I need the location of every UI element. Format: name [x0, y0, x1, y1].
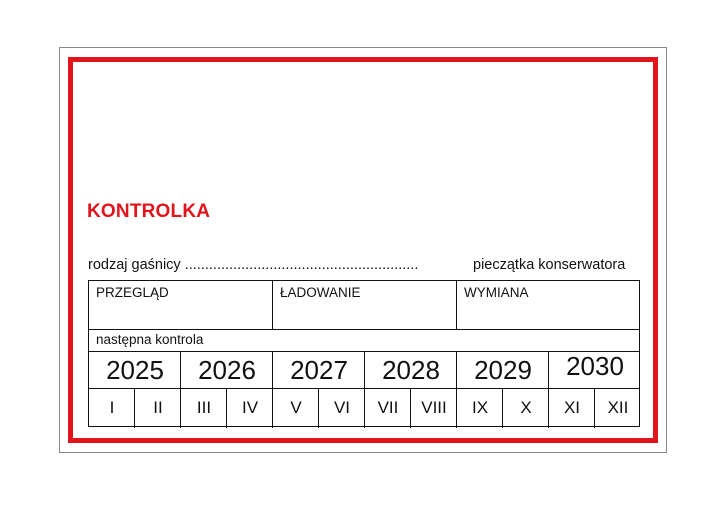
inspection-table — [88, 280, 640, 427]
column-przeglad: PRZEGLĄD — [96, 285, 169, 300]
month-cell: VIII — [421, 398, 447, 417]
year-cell: 2028 — [382, 355, 440, 385]
month-cell: IX — [471, 398, 489, 417]
month-cell: XII — [607, 398, 629, 417]
month-cell: X — [520, 398, 532, 417]
table-divider — [456, 281, 457, 329]
year-cell: 2027 — [290, 355, 348, 385]
stamp-label: pieczątka konserwatora — [473, 257, 626, 273]
column-wymiana: WYMIANA — [464, 285, 529, 300]
month-cell: XI — [563, 398, 581, 417]
month-cell: V — [290, 398, 302, 417]
month-cell: II — [153, 398, 163, 417]
month-cell: VII — [377, 398, 399, 417]
year-cell: 2026 — [198, 355, 256, 385]
table-divider — [272, 281, 273, 329]
extinguisher-type-line: rodzaj gaśnicy .......................................................... — [88, 257, 419, 273]
month-cell: III — [196, 398, 212, 417]
year-cell: 2029 — [474, 355, 532, 385]
year-cell: 2025 — [106, 355, 164, 385]
month-cell: I — [109, 398, 115, 417]
month-cell: VI — [333, 398, 351, 417]
label-title: KONTROLKA — [87, 201, 211, 222]
table-divider — [89, 329, 639, 330]
column-ladowanie: ŁADOWANIE — [280, 285, 361, 300]
year-cell: 2030 — [566, 351, 624, 381]
next-check-label: następna kontrola — [96, 332, 204, 347]
month-cell: IV — [241, 398, 259, 417]
